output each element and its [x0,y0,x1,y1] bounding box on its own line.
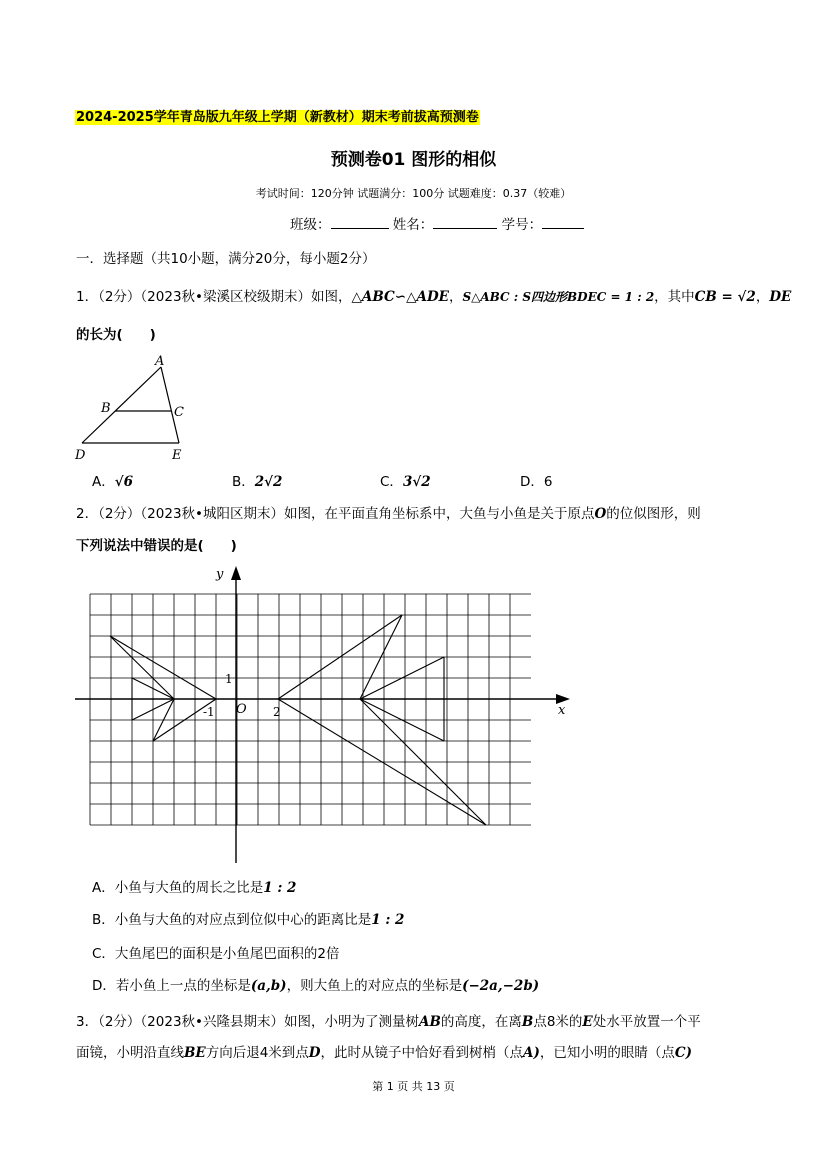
option-value: √6 [114,474,134,490]
exam-banner [75,106,480,125]
q3-ab: AB [419,1014,441,1030]
q1-number: 1． [76,289,99,305]
id-label: 学号： [501,217,543,233]
tick-1: 1 [225,672,233,686]
option-value: 2√2 [254,474,283,490]
x-label: x [558,703,566,718]
q1-area-ratio: S△ABC : S四边形BDEC = 1 : 2 [462,290,655,304]
section-heading: 一．选择题（共10小题，满分20分，每小题2分） [76,251,376,267]
option-letter: D． [520,474,544,490]
banner-text: 2024-2025学年青岛版九年级上学期（新教材）期末考前拔高预测卷 [76,110,479,125]
q1-mid: ，其中 [654,289,695,305]
option-text: D．若小鱼上一点的坐标是 [92,978,251,994]
edge-ad [82,367,161,443]
q3-text-a: （2分）（2023秋•兴隆县期末）如图，小明为了测量树 [98,1014,420,1030]
option-value: 3√2 [402,474,431,490]
label-e: E [172,448,182,463]
q2-option-b[interactable] [92,910,404,930]
student-info [290,215,584,235]
page-footer: 第 1 页 共 13 页 [372,1080,455,1093]
q1-de: DE [769,289,792,305]
q3-line1 [76,1012,701,1032]
q1-comma: ， [448,289,463,305]
class-label: 班级： [290,217,331,233]
q3-text-e: 面镜，小明沿直线 [76,1045,184,1061]
q3-text-f: 方向后退4米到点 [205,1045,309,1061]
q3-d: D [308,1045,321,1061]
tick-neg1: -1 [203,705,215,719]
q1-line2: 的长为( ) [76,327,156,343]
q3-number: 3． [76,1014,99,1030]
q2-option-d[interactable] [92,976,539,996]
q3-e: E [582,1014,593,1030]
q1-comma2: ， [755,289,770,305]
option-letter: B． [232,474,255,490]
q3-text-b: 的高度，在离 [440,1014,522,1030]
q1-cb: CB = √2 [694,289,756,305]
option-tail: ，则大鱼上的对应点的坐标是 [286,978,463,994]
q3-be: BE [184,1045,206,1061]
q3-text-c: 点8米的 [533,1014,583,1030]
q1-option-b[interactable] [232,472,282,492]
q1-similar: △ABC∽△ADE [351,289,449,305]
option-math: (a,b) [250,978,287,994]
q3-c: C) [674,1045,693,1061]
q1-option-d[interactable] [520,472,553,492]
q3-text-g: ，此时从镜子中恰好看到树梢（点 [320,1045,524,1061]
page-title: 预测卷01 图形的相似 [330,150,497,170]
q2-option-c[interactable] [92,944,340,964]
q3-text-h: ，已知小明的眼睛（点 [539,1045,675,1061]
option-text: A．小鱼与大鱼的周长之比是 [92,880,264,896]
q2-option-a[interactable] [92,878,296,898]
q2-text: （2分）（2023秋•城阳区期末）如图，在平面直角坐标系中，大鱼与小鱼是关于原点 [98,506,595,522]
origin-label: O [236,702,247,717]
option-letter: C． [380,474,403,490]
q2-coordinate-figure [70,560,580,870]
option-text: C．大鱼尾巴的面积是小鱼尾巴面积的2倍 [92,946,340,962]
q3-b: B [521,1014,534,1030]
option-value: 6 [543,474,553,490]
name-field[interactable] [433,216,497,229]
name-label: 姓名： [392,217,434,233]
q1-triangle-figure [70,350,200,465]
q1-source: （2分）（2023秋•梁溪区校级期末）如图， [98,289,352,305]
label-c: C [174,405,184,420]
q1-line1 [76,287,791,307]
option-math: 1 : 2 [263,880,297,896]
q3-text-d: 处水平放置一个平 [592,1014,701,1030]
q2-text-end: 的位似图形，则 [606,506,701,522]
q3-a: A) [523,1045,540,1061]
y-axis-arrow-icon [231,566,241,580]
y-label: y [216,567,224,582]
label-b: B [101,401,111,416]
q2-line2: 下列说法中错误的是( ) [76,538,237,554]
option-math: 1 : 2 [371,912,405,928]
label-d: D [75,448,86,463]
q1-option-a[interactable] [92,472,133,492]
q1-option-c[interactable] [380,472,431,492]
q2-number: 2． [76,506,99,522]
grid [90,594,531,825]
option-text: B．小鱼与大鱼的对应点到位似中心的距离比是 [92,912,372,928]
option-math2: (−2a,−2b) [462,978,540,994]
id-field[interactable] [542,216,584,229]
exam-meta: 考试时间：120分钟 试题满分：100分 试题难度：0.37（较难） [255,187,572,200]
q3-line2 [76,1043,692,1063]
tick-2: 2 [273,705,281,719]
option-letter: A． [92,474,115,490]
small-fish [110,636,216,741]
class-field[interactable] [331,216,389,229]
q2-point-o: O [594,506,607,522]
q2-line1 [76,504,701,524]
label-a: A [155,354,165,369]
